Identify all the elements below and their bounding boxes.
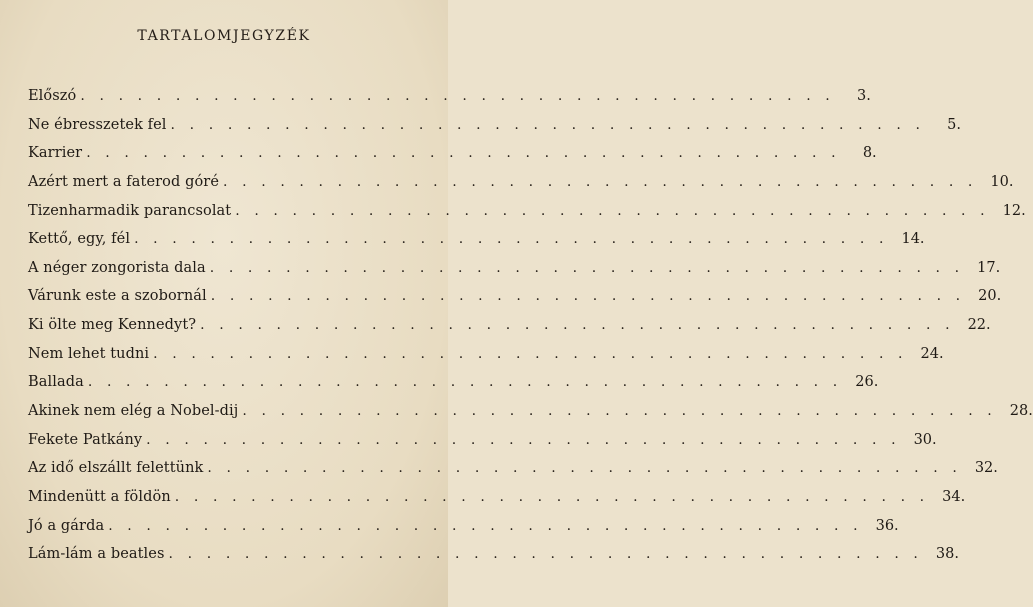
- toc-entry-title: Nem lehet tudni: [28, 345, 150, 362]
- toc-entry-page: 28.: [1009, 403, 1033, 420]
- toc-entry-page: 10.: [990, 173, 1014, 190]
- toc-entry: [28, 488, 966, 518]
- table-of-contents: [28, 88, 1033, 575]
- toc-entry-title: Az idő elszállt felettünk: [28, 460, 204, 477]
- toc-entry: [28, 173, 1014, 203]
- dot-leader: . . . . . . . . . . . . . . . . . . . . . . . . . . . . . . . . . . . . . . . .: [108, 517, 863, 534]
- toc-entry-title: Azért mert a faterod góré: [28, 173, 220, 190]
- toc-entry-title: A néger zongorista dala: [28, 259, 206, 276]
- toc-entry-page: 38.: [935, 546, 959, 563]
- dot-leader: . . . . . . . . . . . . . . . . . . . . . . . . . . . . . . . . . . . . . . . .: [200, 317, 955, 334]
- toc-entry-title: Kettő, egy, fél: [28, 231, 131, 248]
- toc-entry-page: 14.: [901, 231, 925, 248]
- toc-entry: [28, 546, 959, 575]
- toc-entry-title: Ballada: [28, 374, 84, 391]
- toc-entry-title: Tizenharmadik parancsolat: [28, 202, 232, 219]
- toc-entry: [28, 259, 1001, 289]
- toc-entry-page: 12.: [1002, 202, 1026, 219]
- toc-entry: [28, 374, 879, 403]
- dot-leader: . . . . . . . . . . . . . . . . . . . . . . . . . . . . . . . . . . . . . . . .: [235, 202, 990, 219]
- dot-leader: . . . . . . . . . . . . . . . . . . . . . . . . . . . . . . . . . . . . . . . .: [134, 231, 889, 248]
- toc-entry-title: Akinek nem elég a Nobel-dij: [28, 403, 239, 420]
- toc-entry: [28, 145, 877, 174]
- toc-entry-title: Mindenütt a földön: [28, 488, 171, 505]
- toc-entry-page: 24.: [920, 345, 944, 362]
- toc-entry: [28, 202, 1026, 232]
- toc-entry-page: 5.: [947, 116, 962, 133]
- toc-entry: [28, 460, 998, 489]
- toc-entry-page: 36.: [875, 517, 899, 534]
- toc-entry-title: Karrier: [28, 145, 83, 162]
- toc-entry-title: Fekete Patkány: [28, 431, 143, 448]
- dot-leader: . . . . . . . . . . . . . . . . . . . . . . . . . . . . . . . . . . . . . . . .: [87, 374, 843, 391]
- dot-leader: . . . . . . . . . . . . . . . . . . . . . . . . . . . . . . . . . . . . . . . .: [207, 460, 962, 477]
- toc-entry-title: Ne ébresszetek fel: [28, 116, 167, 133]
- dot-leader: . . . . . . . . . . . . . . . . . . . . . . . . . . . . . . . . . . . . . . . .: [223, 173, 978, 190]
- toc-entry: [28, 317, 991, 346]
- dot-leader: . . . . . . . . . . . . . . . . . . . . . . . . . . . . . . . . . . . . . . . .: [80, 88, 835, 104]
- dot-leader: . . . . . . . . . . . . . . . . . . . . . . . . . . . . . . . . . . . . . . . .: [242, 403, 997, 420]
- toc-entry-title: Lám-lám a beatles: [28, 546, 165, 563]
- toc-entry: [28, 403, 1033, 432]
- toc-entry-title: Jó a gárda: [28, 517, 105, 534]
- dot-leader: . . . . . . . . . . . . . . . . . . . . . . . . . . . . . . . . . . . . . . . .: [210, 288, 966, 305]
- dot-leader: . . . . . . . . . . . . . . . . . . . . . . . . . . . . . . . . . . . . . . . .: [174, 488, 930, 505]
- toc-entry: [28, 288, 1002, 317]
- dot-leader: . . . . . . . . . . . . . . . . . . . . . . . . . . . . . . . . . . . . . . . .: [209, 259, 965, 276]
- toc-entry: [28, 517, 899, 547]
- toc-entry-page: 32.: [974, 460, 998, 477]
- dot-leader: . . . . . . . . . . . . . . . . . . . . . . . . . . . . . . . . . . . . . . . .: [146, 431, 901, 448]
- toc-entry: [28, 431, 937, 461]
- toc-entry: [28, 231, 925, 260]
- toc-entry-page: 30.: [913, 431, 937, 448]
- dot-leader: . . . . . . . . . . . . . . . . . . . . . . . . . . . . . . . . . . . . . . . .: [168, 546, 923, 563]
- dot-leader: . . . . . . . . . . . . . . . . . . . . . . . . . . . . . . . . . . . . . . . .: [153, 345, 908, 362]
- toc-entry-title: Várunk este a szobornál: [28, 288, 207, 305]
- page-title: TARTALOMJEGYZÉK: [137, 28, 311, 44]
- toc-entry: [28, 345, 944, 375]
- toc-entry-title: Előszó: [28, 88, 77, 104]
- toc-entry-page: 22.: [967, 317, 991, 334]
- toc-entry-page: 3.: [857, 88, 871, 104]
- toc-entry-page: 20.: [978, 288, 1002, 305]
- toc-entry-page: 8.: [862, 145, 877, 162]
- toc-entry-page: 17.: [977, 259, 1001, 276]
- dot-leader: . . . . . . . . . . . . . . . . . . . . . . . . . . . . . . . . . . . . . . . .: [170, 116, 926, 133]
- toc-entry: [28, 116, 962, 146]
- toc-entry-page: 34.: [942, 488, 966, 505]
- toc-entry-title: Ki ölte meg Kennedyt?: [28, 317, 197, 334]
- toc-entry-page: 26.: [855, 374, 879, 391]
- dot-leader: . . . . . . . . . . . . . . . . . . . . . . . . . . . . . . . . . . . . . . . .: [86, 145, 841, 162]
- toc-entry: [28, 88, 871, 117]
